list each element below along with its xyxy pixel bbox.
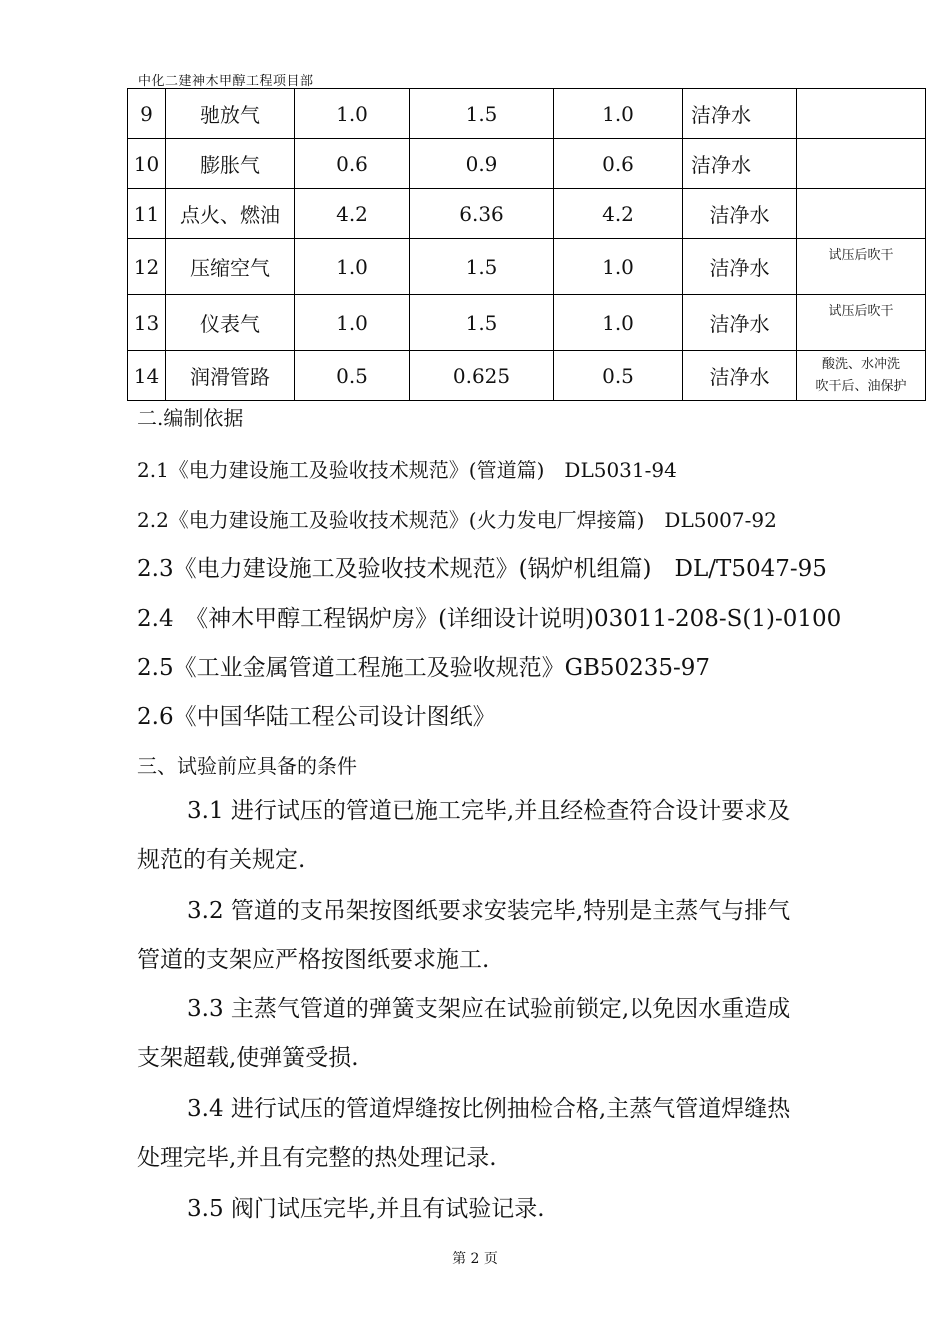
- leak-test-pressure: 4.2: [554, 189, 683, 239]
- remark: 试压后吹干: [797, 295, 926, 351]
- test-medium: 洁净水: [683, 239, 797, 295]
- remark: [797, 89, 926, 139]
- table-row: [128, 351, 926, 401]
- design-pressure: 4.2: [295, 189, 410, 239]
- paragraph-line: 支架超载,使弹簧受损.: [137, 1045, 359, 1071]
- pressure-test-table: [127, 88, 926, 401]
- leak-test-pressure: 1.0: [554, 295, 683, 351]
- reference-item: 2.6《中国华陆工程公司设计图纸》: [137, 704, 496, 730]
- leak-test-pressure: 0.6: [554, 139, 683, 189]
- pipe-name: 膨胀气: [166, 139, 295, 189]
- test-medium: 洁净水: [683, 189, 797, 239]
- paragraph-line: 管道的支架应严格按图纸要求施工.: [137, 947, 490, 973]
- condition-paragraph: [137, 985, 863, 1083]
- remark: 试压后吹干: [797, 239, 926, 295]
- test-pressure: 1.5: [410, 239, 554, 295]
- pipe-name: 点火、燃油: [166, 189, 295, 239]
- paragraph-line: 规范的有关规定.: [137, 847, 306, 873]
- reference-item: 2.4 《神木甲醇工程锅炉房》(详细设计说明)03011-208-S(1)-0100: [137, 606, 842, 632]
- condition-paragraph: [137, 887, 863, 985]
- section-heading-conditions: 三、试验前应具备的条件: [137, 754, 357, 778]
- test-pressure: 1.5: [410, 89, 554, 139]
- remark: [797, 139, 926, 189]
- row-number: 14: [128, 351, 166, 401]
- leak-test-pressure: 1.0: [554, 239, 683, 295]
- paragraph-line: 3.4 进行试压的管道焊缝按比例抽检合格,主蒸气管道焊缝热: [187, 1096, 791, 1122]
- row-number: 12: [128, 239, 166, 295]
- test-pressure: 1.5: [410, 295, 554, 351]
- design-pressure: 1.0: [295, 89, 410, 139]
- leak-test-pressure: 1.0: [554, 89, 683, 139]
- test-medium: 洁净水: [683, 351, 797, 401]
- table-row: [128, 239, 926, 295]
- test-pressure: 0.9: [410, 139, 554, 189]
- pipe-name: 压缩空气: [166, 239, 295, 295]
- paragraph-line: 3.3 主蒸气管道的弹簧支架应在试验前锁定,以免因水重造成: [187, 996, 791, 1022]
- paragraph-line: 3.2 管道的支吊架按图纸要求安装完毕,特别是主蒸气与排气: [187, 898, 791, 924]
- remark-line: 酸洗、水冲洗: [821, 356, 900, 372]
- condition-paragraph: [137, 1185, 863, 1234]
- reference-item: 2.3《电力建设施工及验收技术规范》(锅炉机组篇) DL/T5047-95: [137, 556, 827, 582]
- reference-item: 2.2《电力建设施工及验收技术规范》(火力发电厂焊接篇) DL5007-92: [137, 508, 777, 532]
- table-row: [128, 139, 926, 189]
- table-row: [128, 189, 926, 239]
- section-heading-basis: 二.编制依据: [137, 406, 244, 430]
- leak-test-pressure: 0.5: [554, 351, 683, 401]
- page-header-title: 中化二建神木甲醇工程项目部: [138, 74, 314, 89]
- row-number: 13: [128, 295, 166, 351]
- condition-paragraph: [137, 1085, 863, 1183]
- design-pressure: 1.0: [295, 295, 410, 351]
- test-medium: 洁净水: [683, 89, 797, 139]
- remark: [797, 189, 926, 239]
- test-medium: 洁净水: [683, 139, 797, 189]
- reference-item: 2.5《工业金属管道工程施工及验收规范》GB50235-97: [137, 655, 711, 681]
- reference-item: 2.1《电力建设施工及验收技术规范》(管道篇) DL5031-94: [137, 458, 677, 482]
- table-row: [128, 295, 926, 351]
- pipe-name: 润滑管路: [166, 351, 295, 401]
- design-pressure: 1.0: [295, 239, 410, 295]
- pipe-name: 仪表气: [166, 295, 295, 351]
- row-number: 11: [128, 189, 166, 239]
- page-number: 第 2 页: [452, 1251, 498, 1267]
- pipe-name: 驰放气: [166, 89, 295, 139]
- remark-line: 吹干后、油保护: [815, 378, 907, 394]
- table-row: [128, 89, 926, 139]
- test-pressure: 6.36: [410, 189, 554, 239]
- remark: [797, 351, 926, 401]
- paragraph-line: 处理完毕,并且有完整的热处理记录.: [137, 1145, 497, 1171]
- paragraph-line: 3.1 进行试压的管道已施工完毕,并且经检查符合设计要求及: [187, 798, 791, 824]
- condition-paragraph: [137, 787, 863, 885]
- test-pressure: 0.625: [410, 351, 554, 401]
- design-pressure: 0.5: [295, 351, 410, 401]
- paragraph-line: 3.5 阀门试压完毕,并且有试验记录.: [187, 1196, 545, 1222]
- test-medium: 洁净水: [683, 295, 797, 351]
- row-number: 9: [128, 89, 166, 139]
- row-number: 10: [128, 139, 166, 189]
- design-pressure: 0.6: [295, 139, 410, 189]
